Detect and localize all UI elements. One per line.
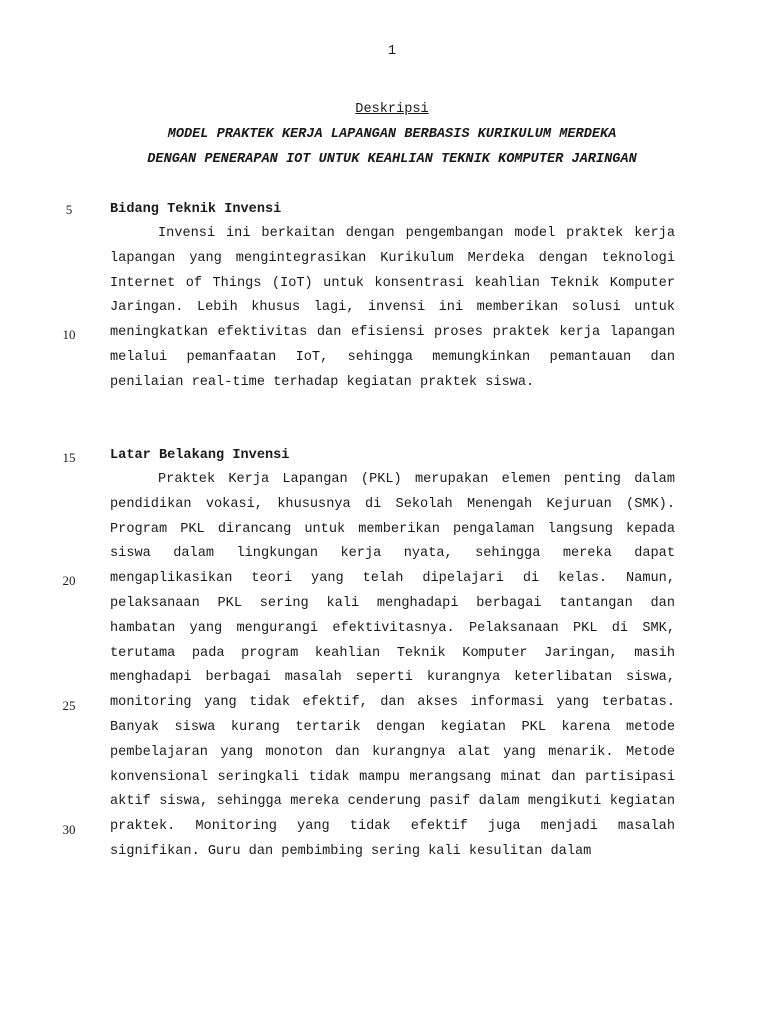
section-heading-latar-belakang: Latar Belakang Invensi	[110, 448, 290, 463]
section-paragraph-bidang-teknik: Invensi ini berkaitan dengan pengembangan model praktek kerja lapangan yang mengintegrasikan Kurikulum Merdeka dengan teknologi Internet of Things (IoT) untuk konsentrasi keahlian Teknik Komputer Jaringan. Lebih khusus lagi, invensi ini memberikan solusi untuk meningkatkan efektivitas dan efisiensi proses praktek kerja lapangan melalui pemanfaatan IoT, sehingga memungkinkan pemantauan dan penilaian real-time terhadap kegiatan praktek siswa.	[110, 226, 675, 390]
title-line-1: MODEL PRAKTEK KERJA LAPANGAN BERBASIS KURIKULUM MERDEKA	[167, 127, 617, 142]
line-number-30: 30	[62, 822, 76, 837]
line-number-5: 5	[65, 202, 73, 217]
line-number-15: 15	[62, 450, 76, 465]
line-number-25: 25	[62, 698, 76, 713]
title-line-2: DENGAN PENERAPAN IOT UNTUK KEAHLIAN TEKNIK KOMPUTER JARINGAN	[147, 152, 637, 167]
line-number-20: 20	[62, 573, 76, 588]
page-number: 1	[387, 44, 397, 59]
section-paragraph-latar-belakang: Praktek Kerja Lapangan (PKL) merupakan elemen penting dalam pendidikan vokasi, khususnya di Sekolah Menengah Kejuruan (SMK). Program PKL dirancang untuk memberikan pengalaman langsung kepada siswa dalam lingkungan kerja nyata, sehingga mereka dapat mengaplikasikan teori yang telah dipelajari di kelas. Namun, pelaksanaan PKL sering kali menghadapi berbagai tantangan dan hambatan yang mengurangi efektivitasnya. Pelaksanaan PKL di SMK, terutama pada program keahlian Teknik Komputer Jaringan, masih menghadapi berbagai masalah seperti kurangnya keterlibatan siswa, monitoring yang tidak efektif, dan akses informasi yang terbatas. Banyak siswa kurang tertarik dengan kegiatan PKL karena metode pembelajaran yang monoton dan kurangnya alat yang menarik. Metode konvensional seringkali tidak mampu merangsang minat dan partisipasi aktif siswa, sehingga mereka cenderung pasif dalam mengikuti kegiatan praktek. Monitoring yang tidak efektif juga menjadi masalah signifikan. Guru dan pembimbing sering kali kesulitan dalam	[110, 472, 675, 859]
line-number-10: 10	[62, 327, 76, 342]
section-heading-bidang-teknik: Bidang Teknik Invensi	[110, 202, 282, 217]
description-title: Deskripsi	[355, 102, 429, 117]
